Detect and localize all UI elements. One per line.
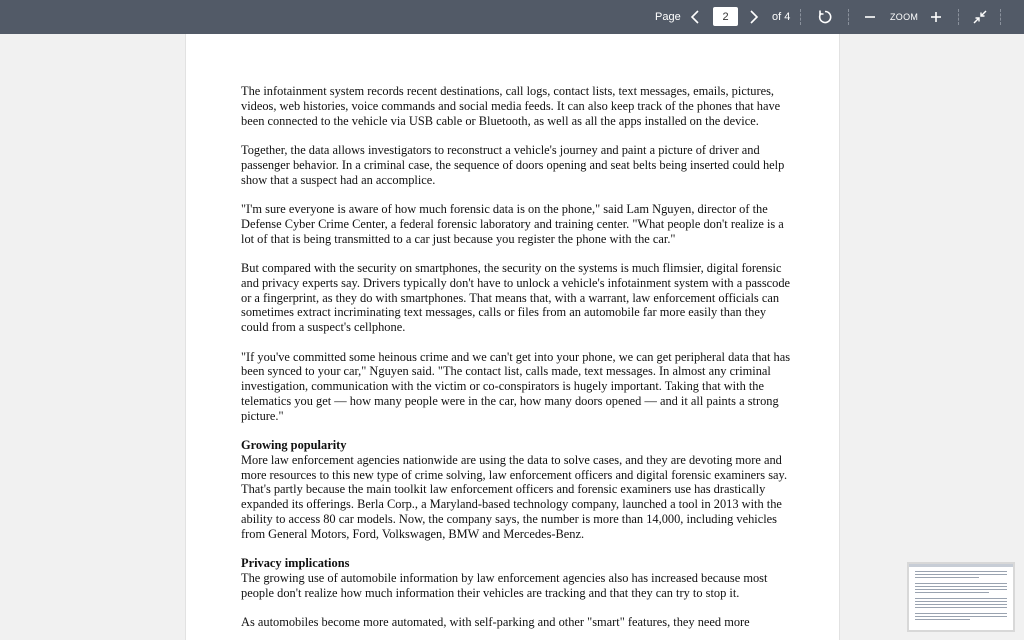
zoom-label: ZOOM: [890, 12, 919, 22]
toolbar-divider: [958, 9, 959, 25]
paragraph: But compared with the security on smartphones, the security on the systems is much flimsier, digital forensic and privacy experts say. Drivers typically don't have to unlock a vehicle's infotainment system with a passcode or a fingerprint, as they do with smartphones. That means that, with a warrant, law enforcement officials can sometimes extract incriminating text messages, calls or files from an automobile far more easily than they could from a suspect's cellphone.: [241, 261, 791, 334]
document-page: [185, 34, 840, 640]
section-heading: Privacy implications: [241, 556, 350, 570]
page-total: of 4: [772, 11, 791, 23]
paragraph: As automobiles become more automated, with self-parking and other "smart" features, they need more: [241, 615, 750, 629]
previous-page-button[interactable]: [687, 8, 703, 26]
next-page-button[interactable]: [746, 8, 762, 26]
paragraph: More law enforcement agencies nationwide are using the data to solve cases, and they are devoting more and more resources to this new type of crime solving, law enforcement officers and digital forensic examiners say. That's partly because the main toolkit law enforcement officers and forensic examiners use has drastically expanded its offerings. Berla Corp., a Maryland-based technology company, launched a tool in 2013 with the ability to access 80 car models. Now, the company says, the number is more than 14,000, including vehicles from General Motors, Ford, Volkswagen, BMW and Mercedes-Benz.: [241, 452, 788, 541]
paragraph: Together, the data allows investigators to reconstruct a vehicle's journey and paint a picture of driver and passenger behavior. In a criminal case, the sequence of doors opening and seat belts being inserted could help show that a suspect had an accomplice.: [241, 143, 785, 187]
rotate-button[interactable]: [816, 8, 834, 26]
page-text: [241, 84, 791, 640]
chevron-right-icon: [749, 10, 759, 24]
page-label: Page: [655, 11, 681, 23]
minus-icon: [864, 11, 876, 23]
chevron-left-icon: [690, 10, 700, 24]
paragraph: The growing use of automobile information by law enforcement agencies also has increased because most people don't realize how much information their vehicles are tracking and that they can try to stop it.: [241, 570, 768, 600]
page-thumbnail[interactable]: [907, 562, 1015, 632]
zoom-out-button[interactable]: [862, 8, 878, 26]
toolbar-divider: [848, 9, 849, 25]
zoom-in-button[interactable]: [927, 8, 944, 26]
rotate-icon: [817, 9, 833, 25]
thumbnail-preview: [915, 568, 1007, 622]
paragraph: The infotainment system records recent destinations, call logs, contact lists, text messages, emails, pictures, videos, web histories, voice commands and social media feeds. It can also keep track of the phones that have been connected to the vehicle via USB cable or Bluetooth, as well as all the apps installed on the device.: [241, 84, 781, 128]
toolbar-divider: [1000, 9, 1001, 25]
paragraph: "I'm sure everyone is aware of how much forensic data is on the phone," said Lam Nguyen, director of the Defense Cyber Crime Center, a federal forensic laboratory and training center. "What people don't realize is a lot of that is being transmitted to a car just because you register the phone with the car.": [241, 202, 784, 246]
collapse-button[interactable]: [971, 8, 989, 26]
pdf-toolbar: [0, 0, 1024, 34]
page-number-input[interactable]: [713, 7, 738, 26]
paragraph: "If you've committed some heinous crime and we can't get into your phone, we can get peripheral data that has been synced to your car," Nguyen said. "The contact list, calls made, text messages. In almost any criminal investigation, communication with the victim or co-conspirators is hugely important. Taking that with the telematics you get — how many people were in the car, how many doors opened — and it all paints a strong picture.": [241, 349, 791, 423]
thumbnail-header: [909, 564, 1013, 567]
section-heading: Growing popularity: [241, 438, 347, 452]
plus-icon: [930, 11, 942, 23]
toolbar-divider: [800, 9, 801, 25]
collapse-icon: [973, 10, 987, 24]
